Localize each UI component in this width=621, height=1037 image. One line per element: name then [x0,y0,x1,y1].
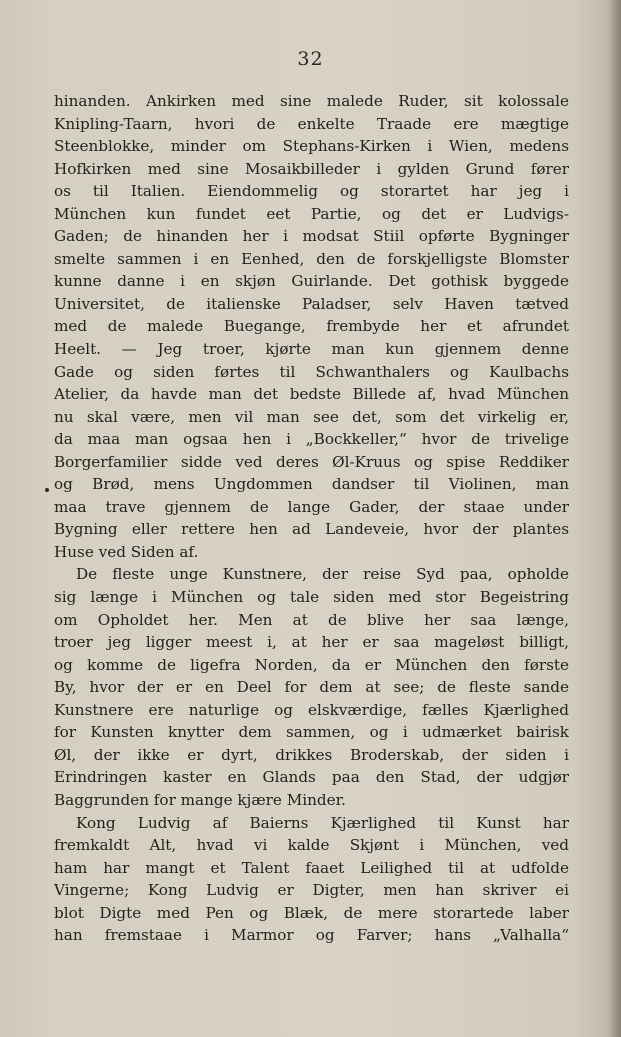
text-line: kunne danne i en skjøn Guirlande. Det gothisk byggede [54,272,569,291]
text-line: ham har mangt et Talent faaet Leilighed til at udfolde [54,858,569,877]
text-line: for Kunsten knytter dem sammen, og i udmærket bairisk [54,723,569,742]
text-line: Bygning eller rettere hen ad Landeveie, hvor der plantes [54,520,569,539]
text-line: blot Digte med Pen og Blæk, de mere storartede laber [54,903,569,922]
text-line: fremkaldt Alt, hvad vi kalde Skjønt i München, ved [54,836,569,855]
text-line: München kun fundet eet Partie, og det er Ludvigs- [54,204,569,223]
text-line: han fremstaae i Marmor og Farver; hans „Valhalla“ [54,926,569,945]
text-line: os til Italien. Eiendommelig og storartet har jeg i [54,182,569,201]
text-line: Heelt. — Jeg troer, kjørte man kun gjennem denne [54,340,569,359]
text-line: nu skal være, men vil man see det, som det virkelig er, [54,407,569,426]
text-line: og komme de ligefra Norden, da er München den første [54,655,569,674]
text-line: Borgerfamilier sidde ved deres Øl-Kruus og spise Reddiker [54,452,569,471]
text-line: Vingerne; Kong Ludvig er Digter, men han skriver ei [54,881,569,900]
text-line: da maa man ogsaa hen i „Bockkeller,“ hvor de trivelige [54,430,569,449]
text-line: Steenblokke, minder om Stephans-Kirken i Wien, medens [54,137,569,156]
text-line: Erindringen kaster en Glands paa den Stad, der udgjør [54,768,569,787]
text-line: sig længe i München og tale siden med stor Begeistring [54,588,569,607]
text-line: Atelier, da havde man det bedste Billede af, hvad München [54,385,569,404]
text-line: troer jeg ligger meest i, at her er saa mageløst billigt, [54,633,569,652]
text-line: Universitet, de italienske Paladser, selv Haven tætved [54,294,569,313]
body-text [54,90,569,947]
text-line: maa trave gjennem de lange Gader, der staae under [54,497,569,516]
text-line: om Opholdet her. Men at de blive her saa længe, [54,610,569,629]
text-line: Knipling-Taarn, hvori de enkelte Traade ere mægtige [54,114,569,133]
page-number: 32 [297,48,324,70]
text-line: Kong Ludvig af Baierns Kjærlighed til Kunst har [76,813,569,832]
text-line: Huse ved Siden af. [54,542,199,561]
text-line: og Brød, mens Ungdommen dandser til Violinen, man [54,475,569,494]
text-line: Gaden; de hinanden her i modsat Stiil opførte Bygninger [54,227,569,246]
text-line: By, hvor der er en Deel for dem at see; de fleste sande [54,678,569,697]
ink-speck [45,488,49,492]
text-line: De fleste unge Kunstnere, der reise Syd paa, opholde [76,565,569,584]
text-line: Gade og siden førtes til Schwanthalers og Kaulbachs [54,362,569,381]
text-line: Hofkirken med sine Mosaikbilleder i gylden Grund fører [54,159,569,178]
text-line: hinanden. Ankirken med sine malede Ruder, sit kolossale [54,92,569,110]
text-line: Kunstnere ere naturlige og elskværdige, fælles Kjærlighed [54,700,569,719]
text-line: Øl, der ikke er dyrt, drikkes Broderskab, der siden i [54,745,569,764]
text-line: med de malede Buegange, frembyde her et afrundet [54,317,569,336]
text-line: Baggrunden for mange kjære Minder. [54,790,347,809]
text-line: smelte sammen i en Eenhed, den de forskjelligste Blomster [54,249,569,268]
